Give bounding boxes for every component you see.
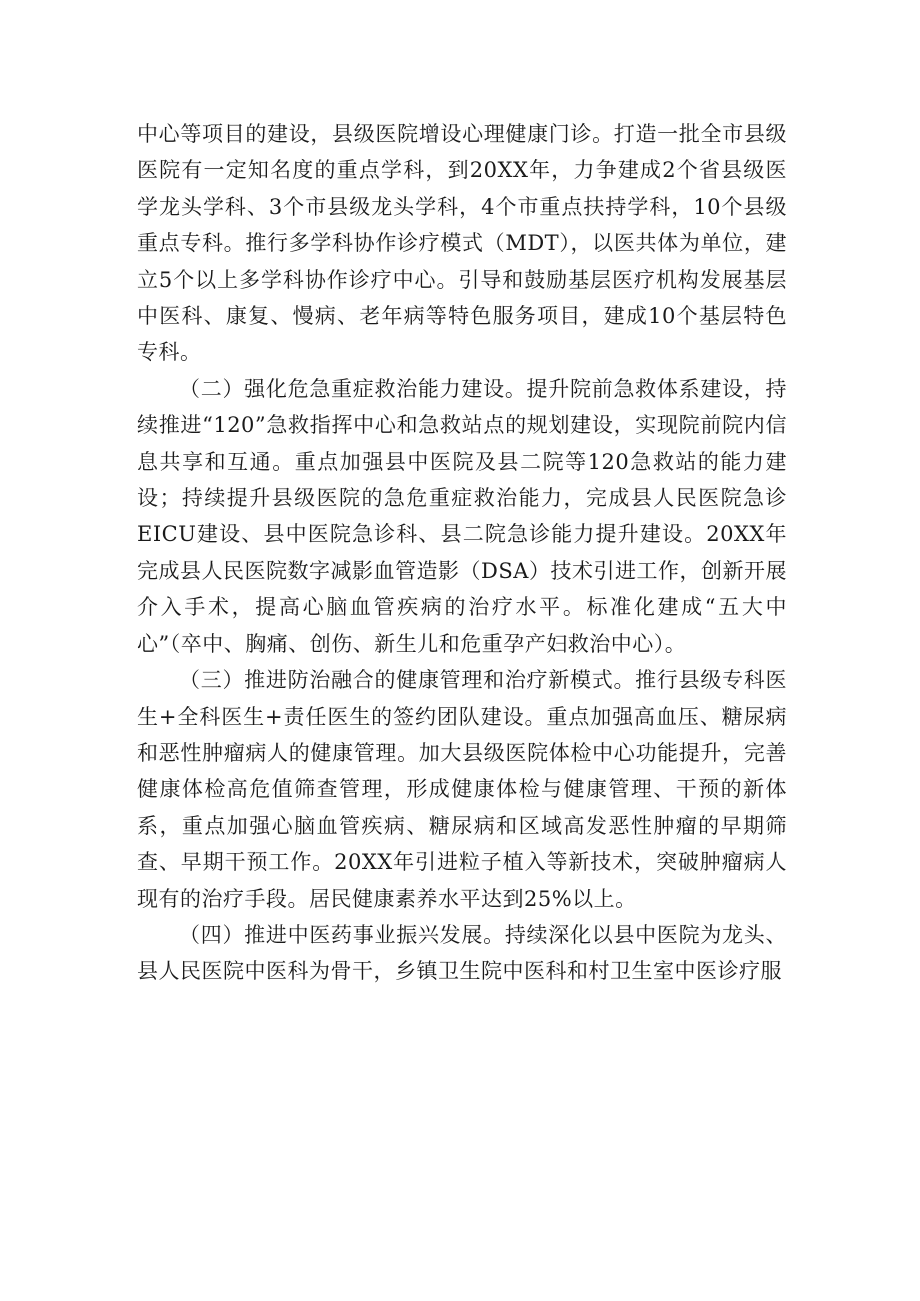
paragraph-section-4: （四）推进中医药事业振兴发展。持续深化以县中医院为龙头、县人民医院中医科为骨干，乡镇卫生院中医科和村卫生室中医诊疗服 [137, 922, 787, 984]
document-body [137, 116, 787, 990]
paragraph-section-3: （三）推进防治融合的健康管理和治疗新模式。推行县级专科医生+全科医生+责任医生的签约团队建设。重点加强高血压、糖尿病和恶性肿瘤病人的健康管理。加大县级医院体检中心功能提升，完善健康体检高危值筛查管理，形成健康体检与健康管理、干预的新体系，重点加强心脑血管疾病、糖尿病和区域高发恶性肿瘤的早期筛查、早期干预工作。20XX年引进粒子植入等新技术，突破肿瘤病人现有的治疗手段。居民健康素养水平达到25%以上。 [137, 668, 787, 911]
paragraph-section-2: （二）强化危急重症救治能力建设。提升院前急救体系建设，持续推进“120”急救指挥中心和急救站点的规划建设，实现院前院内信息共享和互通。重点加强县中医院及县二院等120急救站的能力建设；持续提升县级医院的急危重症救治能力，完成县人民医院急诊EICU建设、县中医院急诊科、县二院急诊能力提升建设。20XX年完成县人民医院数字减影血管造影（DSA）技术引进工作，创新开展介入手术，提高心脑血管疾病的治疗水平。标准化建成“五大中心”（卒中、胸痛、创伤、新生儿和危重孕产妇救治中心）。 [137, 376, 787, 656]
paragraph-continuation: 中心等项目的建设，县级医院增设心理健康门诊。打造一批全市县级医院有一定知名度的重点学科，到20XX年，力争建成2个省县级医学龙头学科、3个市县级龙头学科，4个市重点扶持学科，10个县级重点专科。推行多学科协作诊疗模式（MDT），以医共体为单位，建立5个以上多学科协作诊疗中心。引导和鼓励基层医疗机构发展基层中医科、康复、慢病、老年病等特色服务项目，建成10个基层特色专科。 [137, 122, 787, 365]
